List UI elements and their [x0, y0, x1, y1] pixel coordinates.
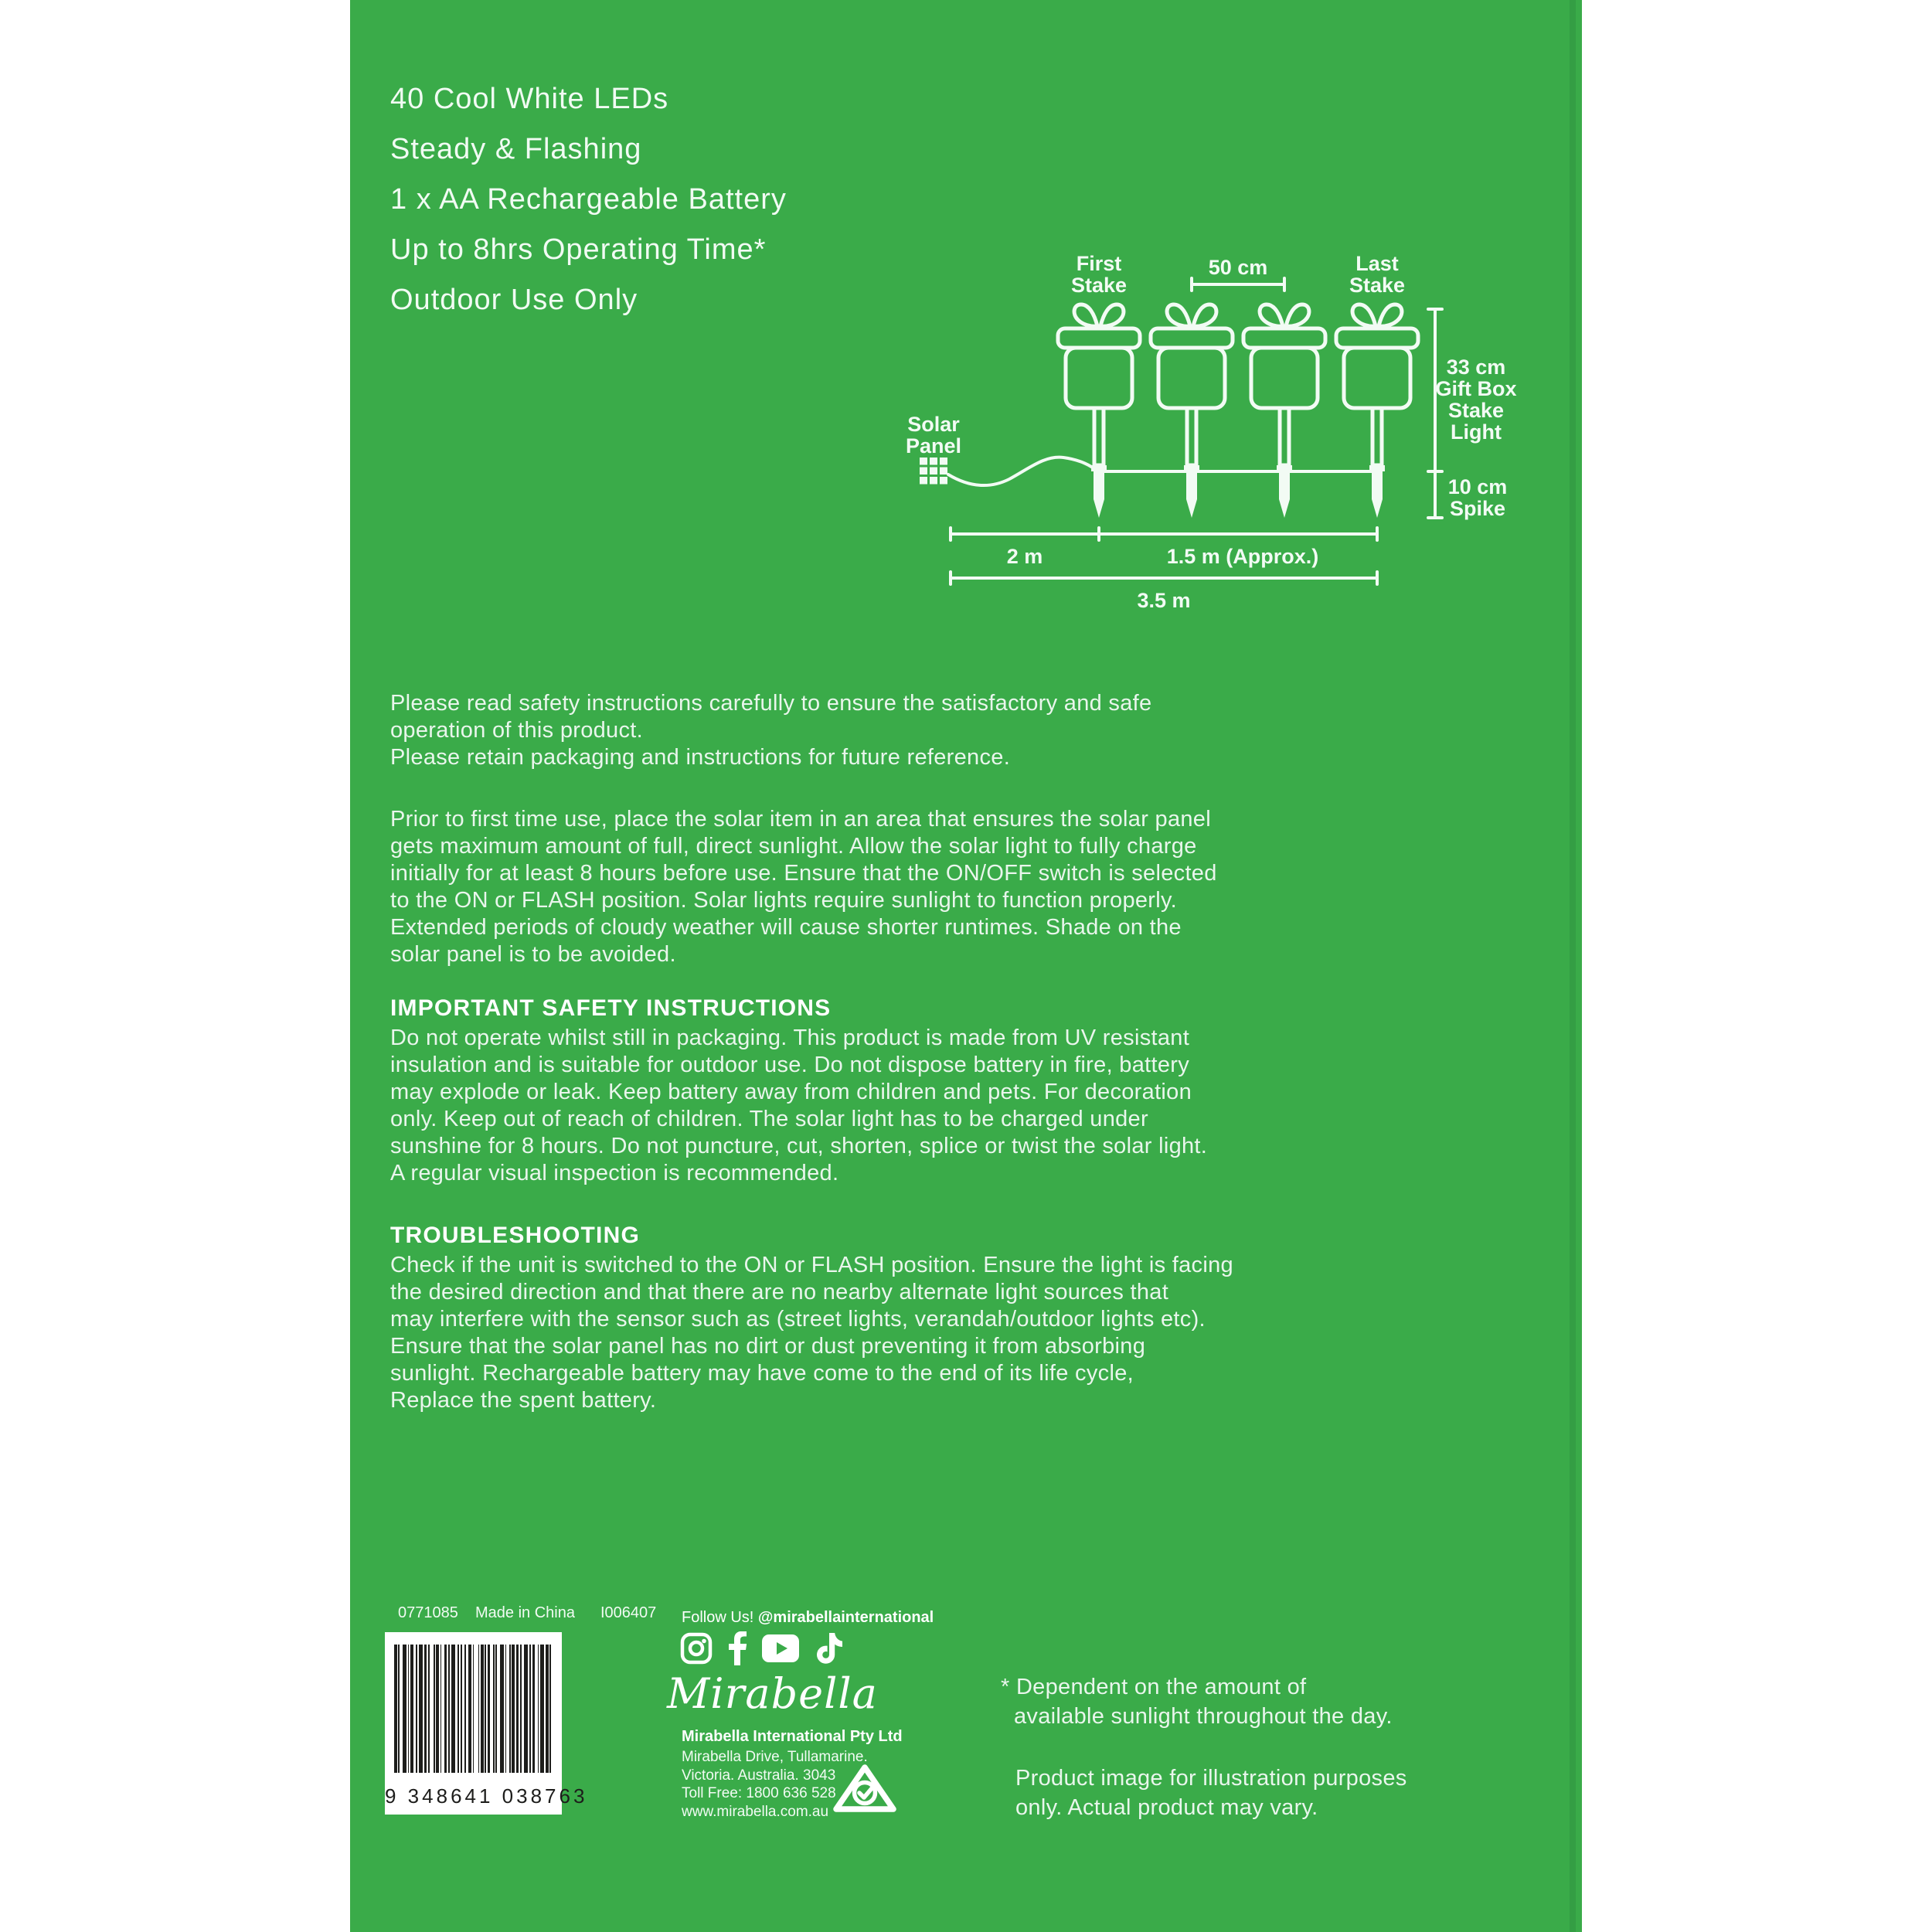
barcode	[385, 1632, 588, 1815]
text-line: sunlight. Rechargeable battery may have come to the end of its life cycle,	[390, 1361, 1134, 1386]
solar-panel-label: Panel	[905, 434, 962, 457]
green-panel	[350, 0, 1582, 1932]
youtube-icon	[762, 1634, 799, 1662]
product-diagram	[904, 246, 1584, 632]
facebook-icon	[728, 1631, 747, 1665]
troubleshooting-paragraph	[390, 1252, 1233, 1414]
last-stake-label: Stake	[1349, 274, 1406, 297]
height-dimension	[1428, 309, 1442, 518]
text-line: Extended periods of cloudy weather will cause shorter runtimes. Shade on the	[390, 915, 1182, 940]
text-line: Please retain packaging and instructions for future reference.	[390, 745, 1011, 770]
stake-height-label: Light	[1451, 420, 1502, 444]
follow-us-label	[682, 1609, 934, 1627]
footnote-sunlight	[1001, 1672, 1393, 1731]
feature-item: Outdoor Use Only	[390, 284, 638, 316]
gift-box-stake-light	[1058, 304, 1140, 518]
text-line: sunshine for 8 hours. Do not puncture, cut, shorten, splice or twist the solar light.	[390, 1134, 1208, 1158]
text-line: only. Keep out of reach of children. The solar light has to be charged under	[390, 1107, 1148, 1131]
barcode-bars	[394, 1645, 553, 1773]
safety-paragraph	[390, 1025, 1207, 1187]
stake-height-label: Stake	[1447, 399, 1505, 422]
brand-logo: Mirabella	[667, 1669, 878, 1718]
instagram-icon	[680, 1632, 713, 1665]
text-line: Ensure that the solar panel has no dirt or dust preventing it from absorbing	[390, 1334, 1146, 1359]
stake-height-label: 33 cm	[1446, 355, 1506, 379]
barcode-number: 9 348641 038763	[385, 1784, 588, 1808]
social-handle: @mirabellainternational	[757, 1609, 934, 1626]
text-line: may explode or leak. Keep battery away from children and pets. For decoration	[390, 1080, 1192, 1104]
spike-length-label: 10 cm	[1447, 475, 1508, 498]
safety-heading: IMPORTANT SAFETY INSTRUCTIONS	[390, 995, 832, 1021]
gift-box-stake-light	[1336, 304, 1418, 518]
rcm-compliance-icon	[831, 1762, 899, 1815]
origin-label: Made in China	[475, 1604, 575, 1621]
spike-length-label: Spike	[1449, 497, 1506, 520]
text-line: Do not operate whilst still in packaging. This product is made from UV resistant	[390, 1026, 1190, 1050]
text-line: only. Actual product may vary.	[1015, 1795, 1318, 1820]
text-line: Prior to first time use, place the solar item in an area that ensures the solar panel	[390, 807, 1211, 832]
troubleshooting-heading: TROUBLESHOOTING	[390, 1223, 640, 1248]
solar-panel-label: Solar	[907, 413, 960, 436]
first-stake-label: Stake	[1070, 274, 1128, 297]
text-line: Check if the unit is switched to the ON or FLASH position. Ensure the light is facing	[390, 1253, 1233, 1277]
usage-paragraph	[390, 806, 1217, 968]
text-line: initially for at least 8 hours before use. Ensure that the ON/OFF switch is selected	[390, 861, 1217, 886]
text-line: operation of this product.	[390, 718, 643, 743]
spacing-dimension-label: 50 cm	[1208, 256, 1268, 279]
product-code: 0771085	[398, 1604, 458, 1621]
string-length-label: 1.5 m (Approx.)	[1166, 545, 1319, 568]
intro-paragraph	[390, 690, 1151, 771]
gift-box-stake-light	[1243, 304, 1325, 518]
lead-length-label: 2 m	[1006, 545, 1043, 568]
feature-item: 40 Cool White LEDs	[390, 83, 669, 115]
gift-box-stake-light	[1151, 304, 1233, 518]
footnote-illustration	[1001, 1764, 1407, 1822]
text-line: * Dependent on the amount of	[1001, 1675, 1307, 1699]
text-line: Please read safety instructions carefully to ensure the satisfactory and safe	[390, 691, 1152, 716]
text-line: A regular visual inspection is recommended.	[390, 1161, 839, 1185]
solar-cable	[948, 457, 1097, 485]
text-line: gets maximum amount of full, direct sunlight. Allow the solar light to fully charge	[390, 834, 1197, 859]
tiktok-icon	[815, 1631, 842, 1665]
stake-height-label: Gift Box	[1435, 377, 1517, 400]
first-stake-label: First	[1076, 252, 1122, 275]
text-line: Replace the spent battery.	[390, 1388, 657, 1413]
text-line: solar panel is to be avoided.	[390, 942, 676, 967]
feature-item: Up to 8hrs Operating Time*	[390, 233, 767, 266]
company-name: Mirabella International Pty Ltd	[682, 1728, 903, 1745]
text-line: insulation and is suitable for outdoor use. Do not dispose battery in fire, battery	[390, 1053, 1190, 1077]
address-line: Mirabella Drive, Tullamarine.	[682, 1749, 868, 1765]
feature-item: Steady & Flashing	[390, 133, 642, 165]
item-code: I006407	[600, 1604, 657, 1621]
total-length-label: 3.5 m	[1137, 589, 1191, 612]
features-list	[390, 74, 787, 325]
text-line: may interfere with the sensor such as (street lights, verandah/outdoor lights etc).	[390, 1307, 1206, 1332]
social-icons	[680, 1631, 842, 1666]
text-line: Product image for illustration purposes	[1015, 1766, 1407, 1791]
solar-panel-icon	[920, 457, 947, 485]
address-line: www.mirabella.com.au	[682, 1803, 829, 1820]
last-stake-label: Last	[1355, 252, 1399, 275]
text-line: to the ON or FLASH position. Solar lights require sunlight to function properly.	[390, 888, 1178, 913]
text-line: available sunlight throughout the day.	[1014, 1704, 1393, 1729]
feature-item: 1 x AA Rechargeable Battery	[390, 183, 787, 216]
address-line: Toll Free: 1800 636 528	[682, 1785, 836, 1801]
address-line: Victoria. Australia. 3043	[682, 1767, 836, 1784]
text-line: the desired direction and that there are no nearby alternate light sources that	[390, 1280, 1169, 1304]
follow-us-prefix: Follow Us!	[682, 1609, 758, 1626]
